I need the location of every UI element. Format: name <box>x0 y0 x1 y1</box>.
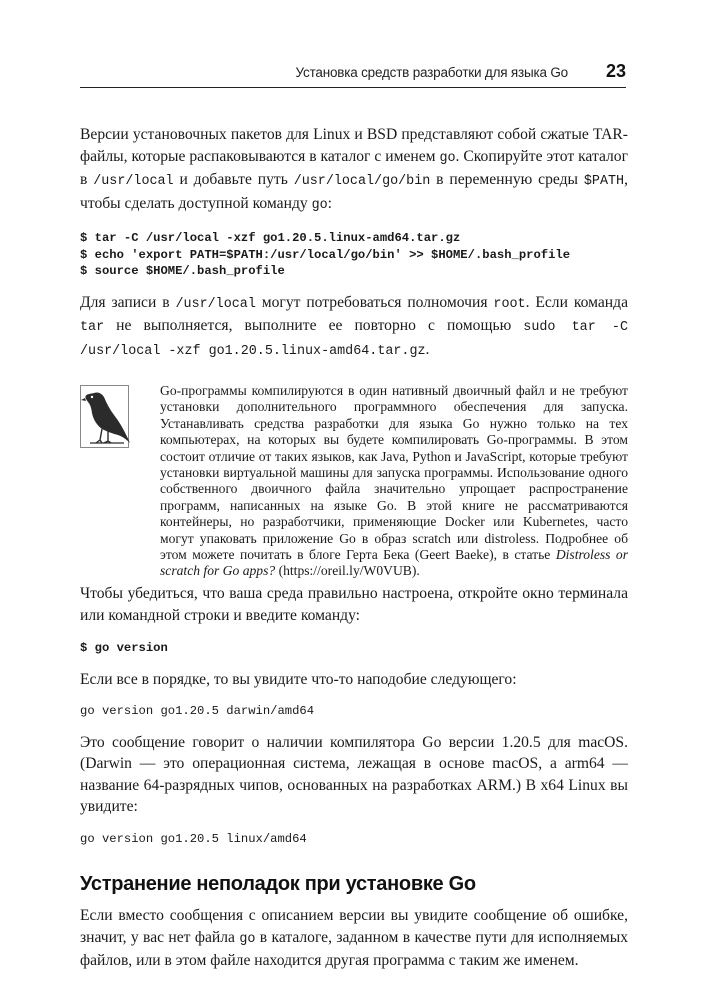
page-number: 23 <box>605 61 626 81</box>
code-block-linux-output: go version go1.20.5 linux/amd64 <box>80 831 307 846</box>
page-content <box>80 124 628 972</box>
code-block-go-version: $ go version <box>80 641 168 655</box>
paragraph-verify-env: Чтобы убедиться, что ваша среда правильно настроена, откройте окно терминала или командной строки и введите команду: <box>80 585 628 624</box>
note-text: Go-программы компилируются в один нативный двоичный файл и не требуют установки дополнительного программного обеспечения для запуска. Устанавливать средства разработки для языка Go нужно только на тех компьютерах, на которых вы будете компилировать Go-программы. В этом состоит отличие от таких языков, как Java, Python и JavaScript, которые требуют установки виртуальной машины для запуска программы. Использование одного собственного двоичного файла значительно упрощает распространение программ, написанных на языке Go. В этой книге не рассматриваются контейнеры, но разработчики, применяющие Docker или Kubernetes, часто могут упаковать приложение Go в образ scratch или distroless. Подробнее об этом можете почитать в блоге Герта Бека (Geert Baeke), в статье Distroless or scratch for Go apps? (https://oreil.ly/W0VUB). <box>160 383 628 579</box>
raven-icon <box>80 385 136 453</box>
code-line: $ tar -C /usr/local -xzf go1.20.5.linux-amd64.tar.gz <box>80 231 461 245</box>
note-box <box>80 383 628 579</box>
code-line: $ echo 'export PATH=$PATH:/usr/local/go/bin' >> $HOME/.bash_profile <box>80 247 571 262</box>
paragraph-root-permissions: Для записи в /usr/local могут потребоваться полномочия root. Если команда tar не выполняется, выполните ее повторно с помощью sudo tar -C /usr/local -xzf go1.20.5.linux-amd64.tar.gz. <box>80 293 629 359</box>
running-title: Установка средств разработки для языка Go <box>295 65 568 80</box>
page-header <box>80 61 626 88</box>
paragraph-troubleshooting: Если вместо сообщения с описанием версии вы увидите сообщение об ошибке, значит, у вас нет файла go в каталоге, заданном в качестве пути для исполняемых файлов, или в этом файле находится другая программа с таким же именем. <box>80 907 629 969</box>
paragraph-expected-output: Если все в порядке, то вы увидите что-то наподобие следующего: <box>80 670 517 688</box>
code-block-install <box>80 230 628 280</box>
paragraph-compiler-message: Это сообщение говорит о наличии компилятора Go версии 1.20.5 для macOS. (Darwin — это операционная система, лежащая в основе macOS, а arm64 — название 64-разрядных чипов, основанных на разработках ARM.) В x64 Linux вы увидите: <box>80 733 628 815</box>
section-heading: Устранение неполадок при установке Go <box>80 873 476 895</box>
code-block-darwin-output: go version go1.20.5 darwin/amd64 <box>80 704 315 718</box>
paragraph-tar-packages: Версии установочных пакетов для Linux и BSD представляют собой сжатые TAR-файлы, которые распаковываются в каталог с именем go. Скопируйте этот каталог в /usr/local и добавьте путь /usr/local/go/bin в переменную среды $PATH, чтобы сделать доступной команду go: <box>80 126 628 213</box>
code-line: $ source $HOME/.bash_profile <box>80 264 285 278</box>
